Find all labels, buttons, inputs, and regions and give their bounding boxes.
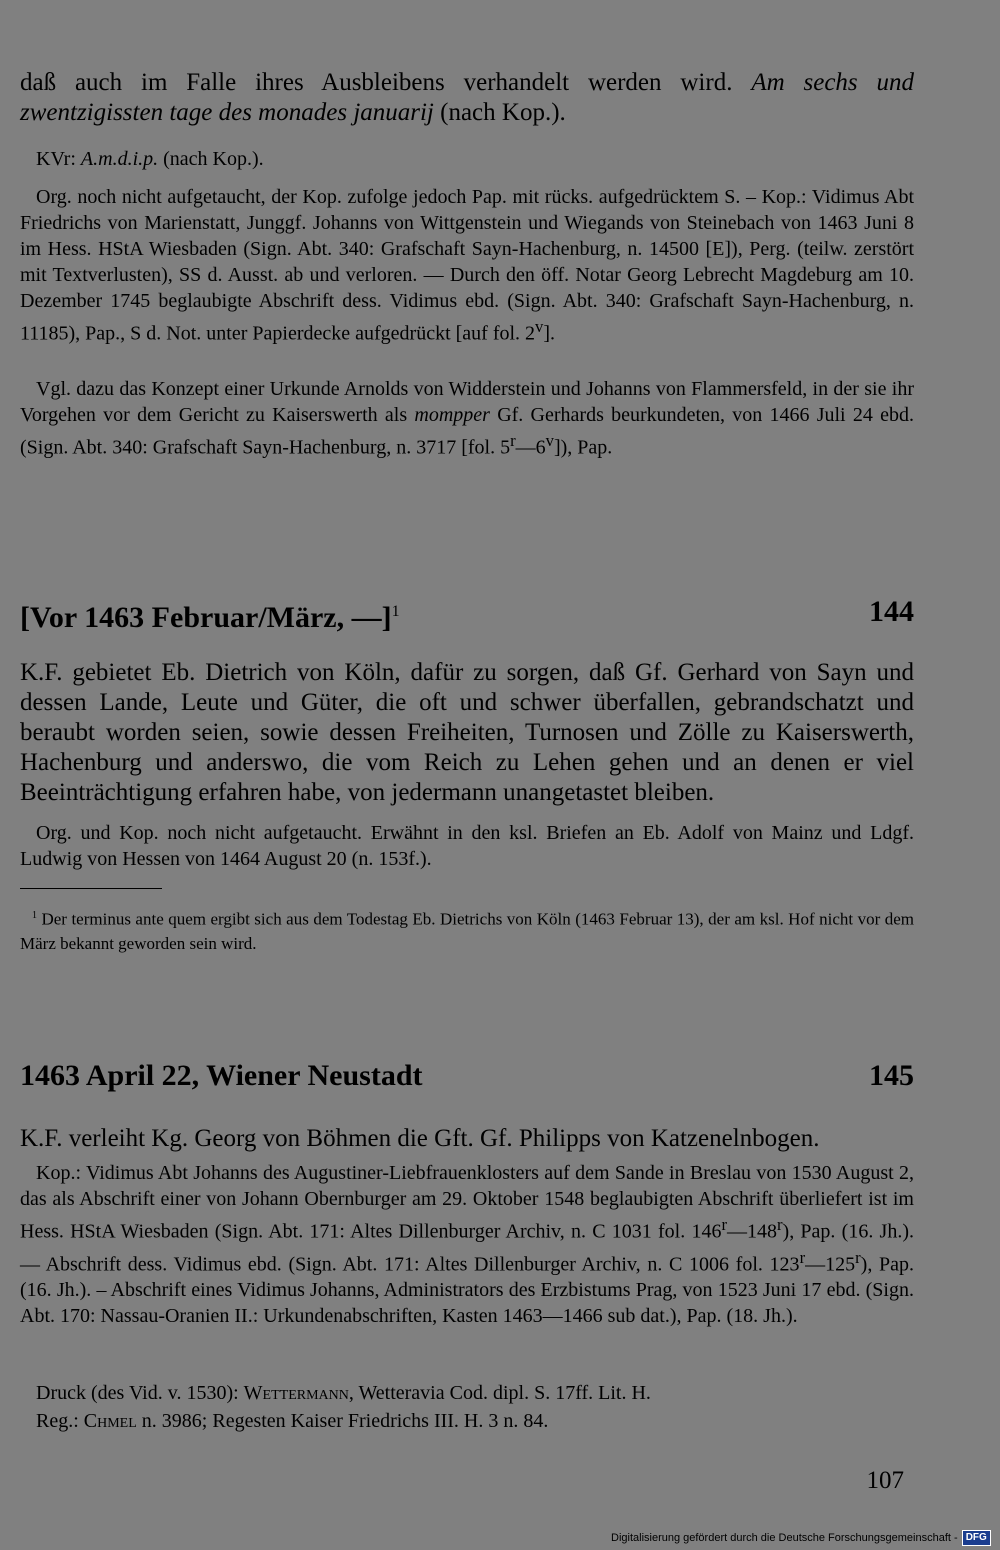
- entry-145-regesten: Reg.: Chmel n. 3986; Regesten Kaiser Friedrichs III. H. 3 n. 84.: [36, 1410, 549, 1432]
- original-note: Org. noch nicht aufgetaucht, der Kop. zufolge jedoch Pap. mit rücks. aufgedrücktem S. – Kop.: Vidimus Abt Friedrichs von Marienstatt, Junggf. Johanns von Wittgenstein und Wiegands von Steinebach von 1463 Juni 8 im Hess. HStA Wiesbaden (Sign. Abt. 340: Grafschaft Sayn-Hachenburg, n. 14500 [E]), Perg. (teilw. zerstört mit Textverlusten), SS d. Ausst. ab und verloren. — Durch den öff. Notar Georg Lebrecht Magdeburg am 10. Dezember 1745 beglaubigte Abschrift dess. Vidimus ebd. (Sign. Abt. 340: Grafschaft Sayn-Hachenburg, n. 11185), Pap., S d. Not. unter Papierdecke aufgedrückt [auf fol. 2$^v$].: [20, 186, 914, 345]
- dfg-logo-icon: DFG: [962, 1530, 991, 1546]
- footer-text: Digitalisierung gefördert durch die Deutsche Forschungsgemeinschaft -: [611, 1532, 958, 1544]
- continuation-paragraph: daß auch im Falle ihres Ausbleibens verhandelt werden wird. Am sechs und zwentzigissten tage des monades januarij (nach Kop.).: [20, 69, 914, 126]
- entry-144-regest: K.F. gebietet Eb. Dietrich von Köln, dafür zu sorgen, daß Gf. Gerhard von Sayn und dessen Lande, Leute und Güter, die oft und schwer überfallen, gebrandschatzt und beraubt worden seien, sowie dessen Freiheiten, Turnosen und Zölle zu Kaiserswerth, Hachenburg und anderswo, die vom Reich zu Lehen gehen und an denen er viel Beeinträchtigung erfahren habe, von jedermann unangetastet bleiben.: [20, 659, 914, 806]
- footnote-rule: [20, 888, 162, 889]
- entry-145-heading: [20, 1058, 914, 1094]
- entry-144-original-note: Org. und Kop. noch nicht aufgetaucht. Erwähnt in den ksl. Briefen an Eb. Adolf von Mainz und Ldgf. Ludwig von Hessen von 1464 August 20 (n. 153f.).: [20, 822, 914, 870]
- entry-145-copy-note: Kop.: Vidimus Abt Johanns des Augustiner-Liebfrauenklosters auf dem Sande in Breslau von 1530 August 2, das als Abschrift einer von Johann Obernburger am 29. Oktober 1548 beglaubigten Abschrift überliefert ist im Hess. HStA Wiesbaden (Sign. Abt. 171: Altes Dillenburger Archiv, n. C 1031 fol. 146$^r$—148$^r$), Pap. (16. Jh.). — Abschrift dess. Vidimus ebd. (Sign. Abt. 171: Altes Dillenburger Archiv, n. C 1006 fol. 123$^r$—125$^r$), Pap. (16. Jh.). – Abschrift eines Vidimus Johanns, Administrators des Erzbistums Prag, von 1523 Juni 17 ebd. (Sign. Abt. 170: Nassau-Oranien II.: Urkundenabschriften, Kasten 1463—1466 sub dat.), Pap. (18. Jh.).: [20, 1162, 914, 1328]
- footnote-1: $^1$ Der terminus ante quem ergibt sich aus dem Todestag Eb. Dietrichs von Köln (1463 Februar 13), der am ksl. Hof nicht vor dem März bekannt geworden sein wird.: [20, 909, 914, 953]
- entry-144-number: 144: [869, 595, 914, 628]
- entry-144-heading: [20, 594, 914, 636]
- entry-145-druck: Druck (des Vid. v. 1530): Wettermann, Wetteravia Cod. dipl. S. 17ff. Lit. H.: [36, 1382, 651, 1404]
- entry-145-number: 145: [869, 1059, 914, 1092]
- page-number: 107: [866, 1467, 904, 1494]
- entry-145-title: 1463 April 22, Wiener Neustadt: [20, 1059, 423, 1092]
- entry-145-regest: K.F. verleiht Kg. Georg von Böhmen die Gft. Gf. Philipps von Katzenelnbogen.: [20, 1125, 820, 1152]
- entry-144-title: [Vor 1463 Februar/März, —]$^1$: [20, 601, 400, 634]
- digitization-footer: [611, 1530, 991, 1546]
- vgl-note: Vgl. dazu das Konzept einer Urkunde Arnolds von Widderstein und Johanns von Flammersfeld, in der sie ihr Vorgehen vor dem Gericht zu Kaiserswerth als mompper Gf. Gerhards beurkundeten, von 1466 Juli 24 ebd. (Sign. Abt. 340: Grafschaft Sayn-Hachenburg, n. 3717 [fol. 5$^r$—6$^v$]), Pap.: [20, 378, 915, 459]
- kvr-line: KVr: A.m.d.i.p. (nach Kop.).: [36, 148, 264, 170]
